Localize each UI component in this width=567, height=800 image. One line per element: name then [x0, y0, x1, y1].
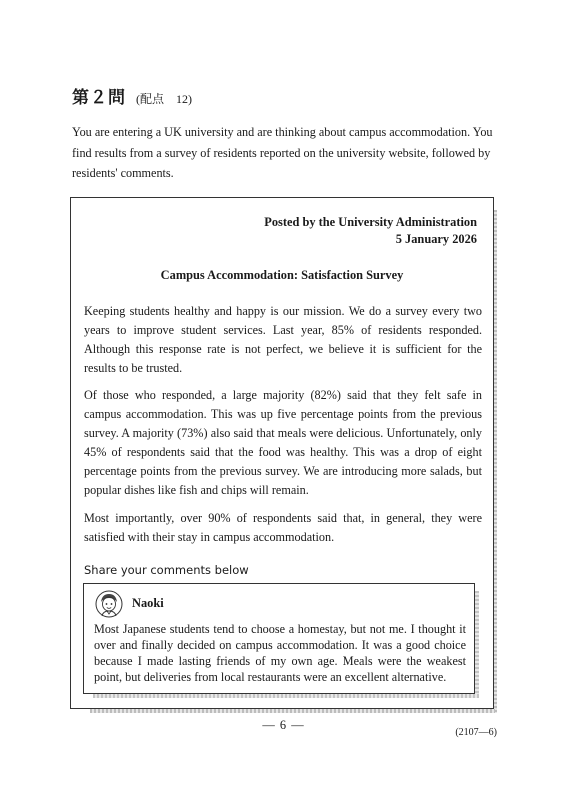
- comment-shadow-right: [475, 591, 479, 698]
- article-box-shadow-bottom: [90, 709, 495, 713]
- posted-by: Posted by the University Administration: [264, 215, 477, 229]
- article-box: [70, 197, 494, 709]
- article-paragraph-2: Of those who responded, a large majority (82%) said that they felt safe in campus accommodation. This was up five percentage points from the previous survey. A majority (73%) also said that meals were delicious. Unfortunately, only 45% of respondents said that the food was healthy. This was a drop of eight percentage points from the previous survey. We are introducing more salads, but popular dishes like fish and chips will remain.: [84, 388, 482, 497]
- commenter-name: Naoki: [132, 596, 164, 610]
- comment-text: Most Japanese students tend to choose a homestay, but not me. I thought it over and finally decided on campus accommodation. It was a good choice because I made lasting friends of my own age. Meals were the weakest point, but deliveries from local restaurants were an excellent alternative.: [94, 622, 466, 684]
- page-number: — 6 —: [262, 718, 305, 732]
- article-paragraph-3: Most importantly, over 90% of respondents said that, in general, they were satisfied with their stay in campus accommodation.: [84, 511, 482, 544]
- points-label: (配点 12): [136, 92, 192, 106]
- comment-shadow-bottom: [93, 694, 479, 698]
- exam-code: (2107—6): [455, 727, 497, 738]
- post-meta: [264, 214, 477, 248]
- student-avatar-icon: [95, 590, 123, 618]
- question-number: 第２問: [72, 88, 126, 108]
- article-title: Campus Accommodation: Satisfaction Survey: [160, 268, 404, 282]
- article-box-shadow-right: [494, 210, 497, 713]
- comments-heading: Share your comments below: [84, 563, 249, 577]
- post-date: 5 January 2026: [395, 232, 477, 246]
- comment-card: [83, 583, 475, 694]
- intro-paragraph: You are entering a UK university and are thinking about campus accommodation. You find results from a survey of residents reported on the university website, followed by residents' comments.: [72, 125, 493, 180]
- article-paragraph-1: Keeping students healthy and happy is our mission. We do a survey every two years to improve student services. Last year, 85% of residents responded. Although this response rate is not perfect, we believe it is sufficient for the results to be trusted.: [84, 304, 482, 375]
- question-heading: [72, 83, 192, 108]
- intro-text-block: [72, 122, 496, 184]
